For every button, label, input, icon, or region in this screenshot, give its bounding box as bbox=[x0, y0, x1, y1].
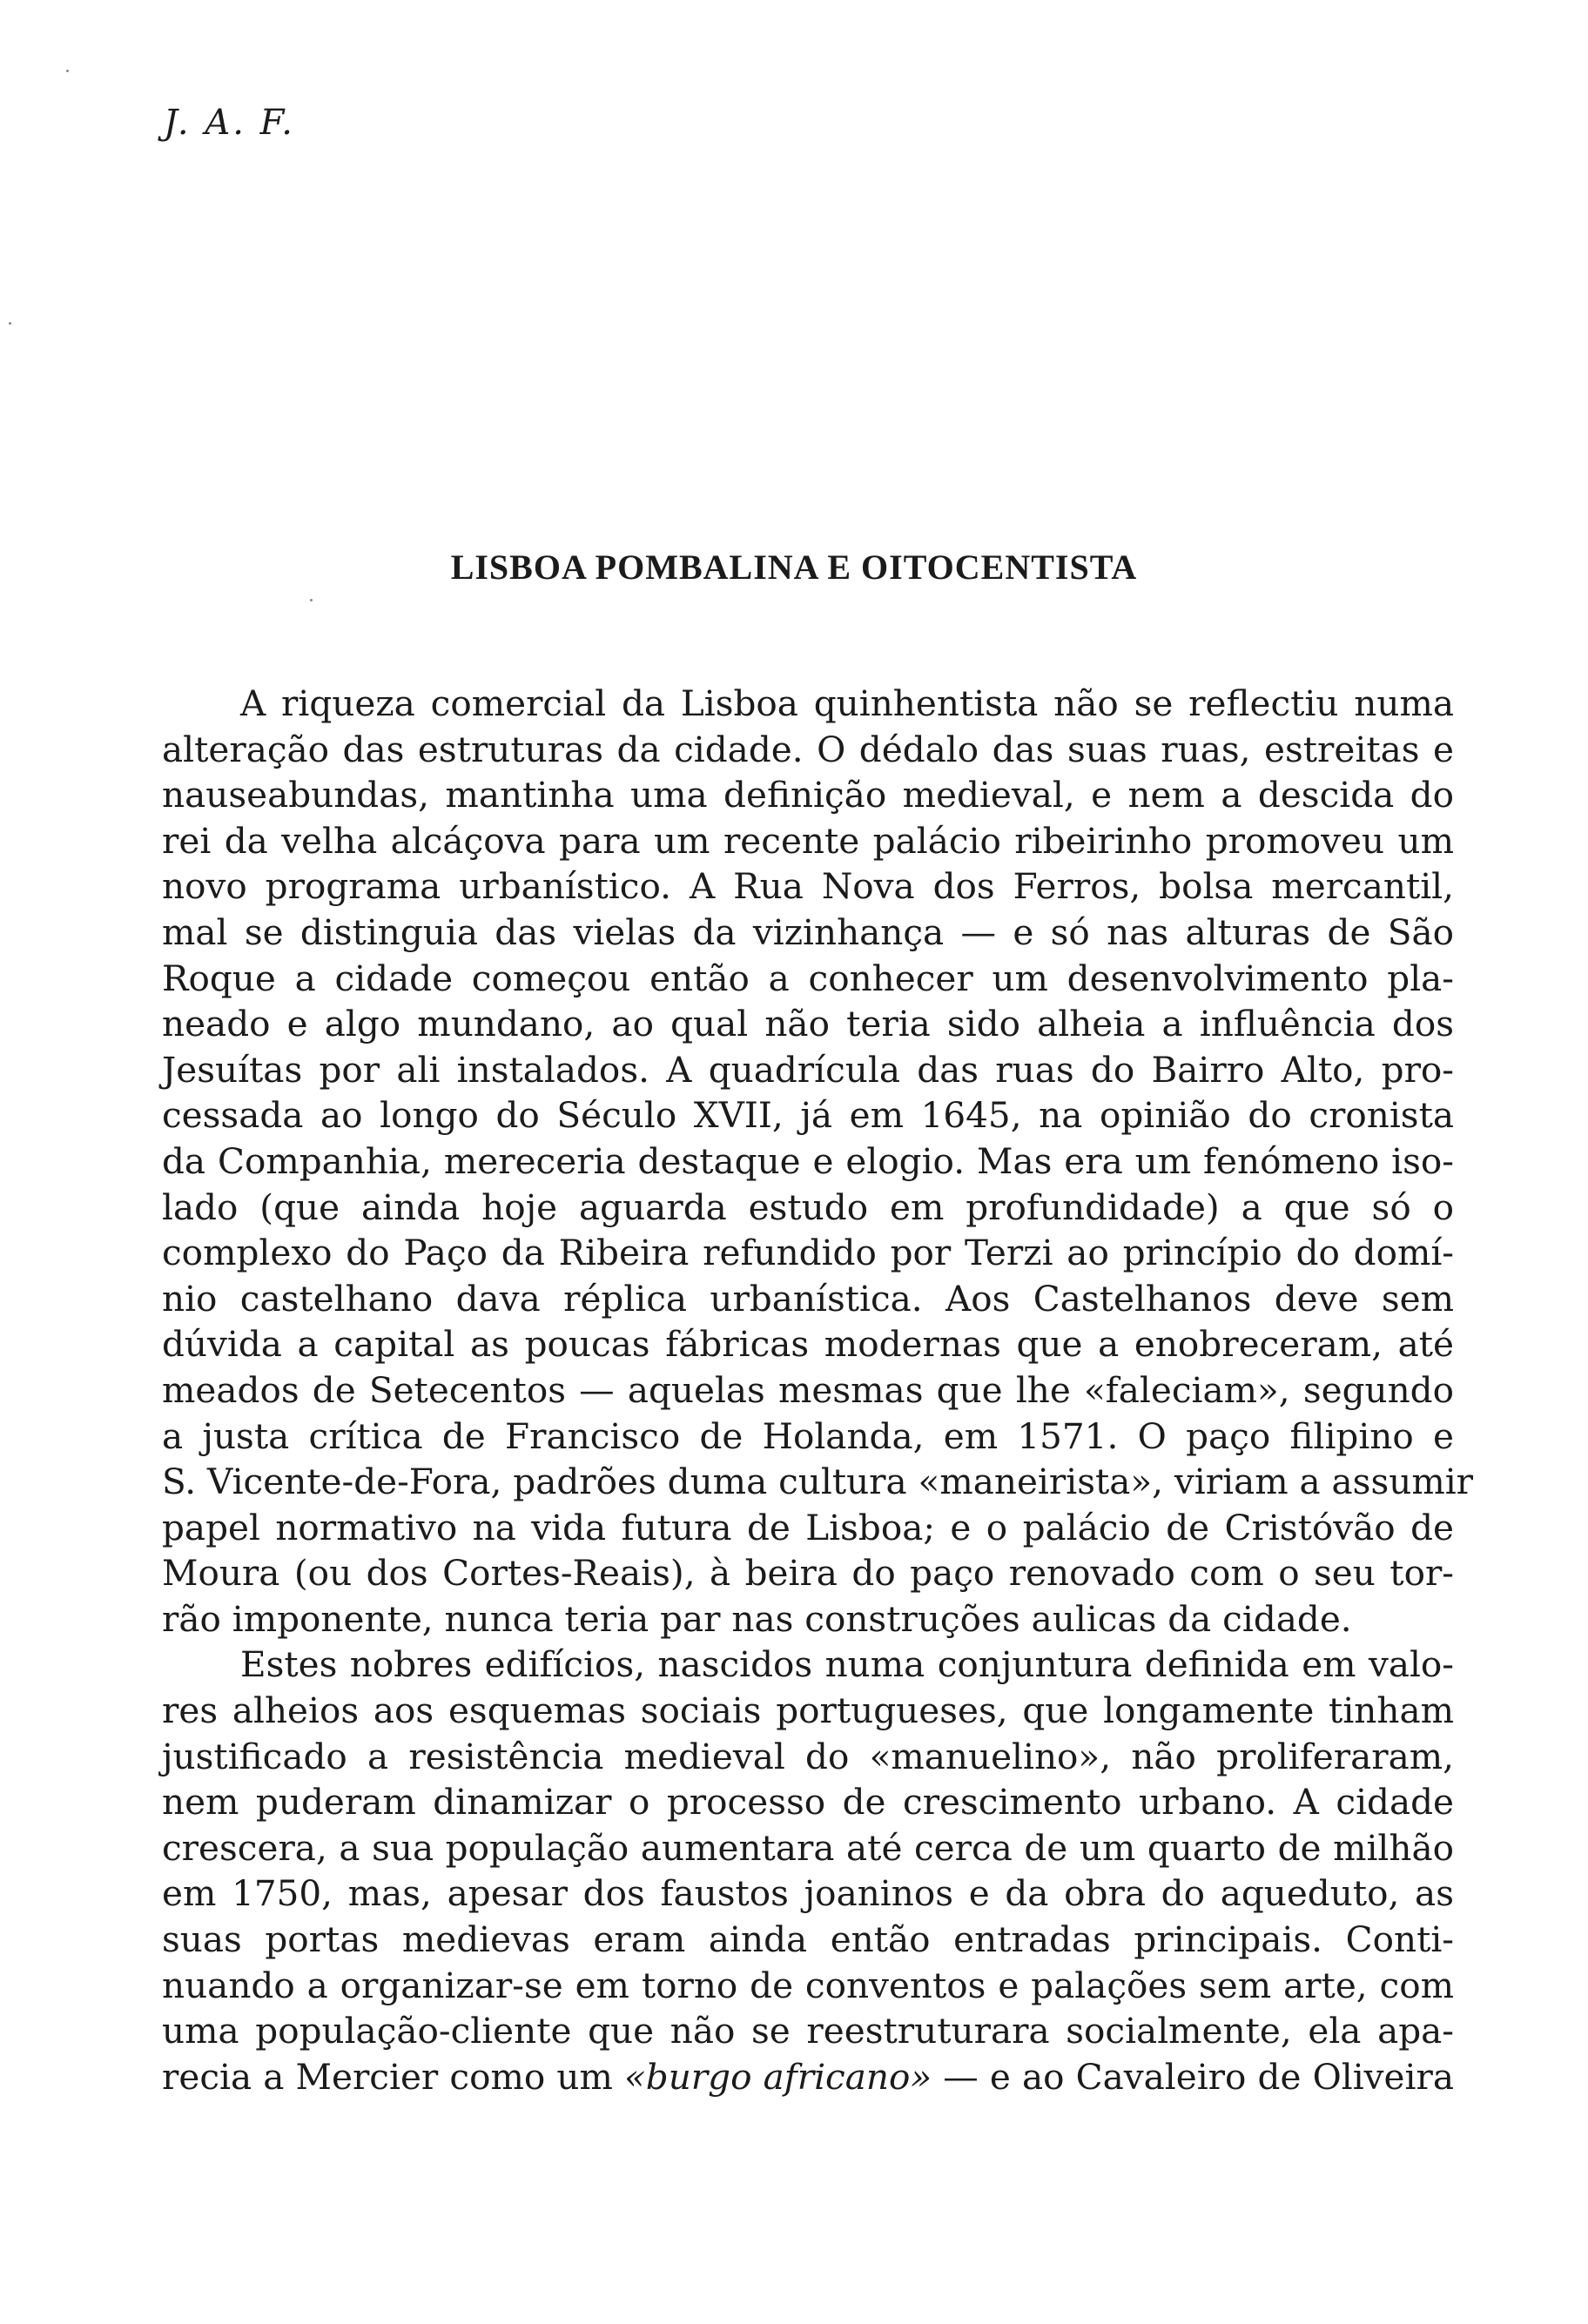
text-line: alteração das estruturas da cidade. O dédalo das suas ruas, estreitas e bbox=[162, 728, 1454, 770]
text-line: res alheios aos esquemas sociais portugueses, que longamente tinham bbox=[162, 1689, 1454, 1732]
text-line: papel normativo na vida futura de Lisboa; e o palácio de Cristóvão de bbox=[162, 1506, 1454, 1548]
text-line: nuando a organizar-se em torno de conventos e palações sem arte, com bbox=[162, 1964, 1454, 2006]
article-body bbox=[162, 681, 1474, 2099]
text-fragment: — e ao Cavaleiro de Oliveira bbox=[932, 2055, 1454, 2098]
text-line: nio castelhano dava réplica urbanística. Aos Castelhanos deve sem bbox=[162, 1277, 1454, 1320]
author-initials: J. A. F. bbox=[164, 103, 295, 143]
scan-speck bbox=[66, 70, 69, 72]
article-title: LISBOA POMBALINA E OITOCENTISTA bbox=[450, 547, 1138, 587]
paragraph-2 bbox=[162, 1642, 1454, 2099]
scan-speck bbox=[9, 322, 11, 325]
text-line: rão imponente, nunca teria par nas construções aulicas da cidade. bbox=[162, 1597, 1352, 1640]
text-line: Moura (ou dos Cortes-Reais), à beira do paço renovado com o seu tor- bbox=[162, 1552, 1454, 1595]
text-line: cessada ao longo do Século XVII, já em 1645, na opinião do cronista bbox=[162, 1094, 1454, 1137]
text-line: em 1750, mas, apesar dos faustos joaninos e da obra do aqueduto, as bbox=[162, 1872, 1454, 1915]
text-line: novo programa urbanístico. A Rua Nova dos Ferros, bolsa mercantil, bbox=[162, 865, 1454, 908]
text-line: neado e algo mundano, ao qual não teria sido alheia a influência dos bbox=[162, 1003, 1454, 1045]
text-line: suas portas medievas eram ainda então entradas principais. Conti- bbox=[162, 1918, 1454, 1961]
text-line: Jesuítas por ali instalados. A quadrícula das ruas do Bairro Alto, pro- bbox=[162, 1048, 1454, 1091]
text-line: S. Vicente-de-Fora, padrões duma cultura «maneirista», viriam a assumir bbox=[162, 1461, 1474, 1503]
text-line: Roque a cidade começou então a conhecer um desenvolvimento pla- bbox=[162, 957, 1454, 999]
text-line: mal se distinguia das vielas da vizinhança — e só nas alturas de São bbox=[162, 910, 1454, 953]
text-line: meados de Setecentos — aquelas mesmas que lhe «faleciam», segundo bbox=[162, 1368, 1454, 1411]
italic-quote: «burgo africano» bbox=[624, 2055, 932, 2098]
text-line: dúvida a capital as poucas fábricas modernas que a enobreceram, até bbox=[162, 1323, 1454, 1366]
text-line bbox=[162, 2054, 1454, 2100]
text-line: da Companhia, mereceria destaque e elogio. Mas era um fenómeno iso- bbox=[162, 1139, 1454, 1182]
text-fragment: recia a Mercier como um bbox=[162, 2055, 625, 2098]
text-line: lado (que ainda hoje aguarda estudo em profundidade) a que só o bbox=[162, 1186, 1454, 1228]
scan-speck bbox=[310, 599, 313, 601]
text-line: complexo do Paço da Ribeira refundido por Terzi ao princípio do domí- bbox=[162, 1232, 1454, 1274]
text-line: Estes nobres edifícios, nascidos numa conjuntura definida em valo- bbox=[240, 1643, 1454, 1686]
text-line: nem puderam dinamizar o processo de crescimento urbano. A cidade bbox=[162, 1781, 1454, 1824]
text-line: nauseabundas, mantinha uma definição medieval, e nem a descida do bbox=[162, 774, 1454, 816]
text-line: crescera, a sua população aumentara até cerca de um quarto de milhão bbox=[162, 1826, 1454, 1869]
text-line: A riqueza comercial da Lisboa quinhentista não se reflectiu numa bbox=[240, 682, 1454, 724]
text-line: uma população-cliente que não se reestruturara socialmente, ela apa- bbox=[162, 2010, 1454, 2052]
text-line: justificado a resistência medieval do «manuelino», não proliferaram, bbox=[162, 1735, 1454, 1777]
text-line: a justa crítica de Francisco de Holanda, em 1571. O paço filipino e bbox=[162, 1414, 1454, 1457]
paragraph-1 bbox=[162, 681, 1474, 1642]
text-line: rei da velha alcáçova para um recente palácio ribeirinho promoveu um bbox=[162, 819, 1454, 862]
